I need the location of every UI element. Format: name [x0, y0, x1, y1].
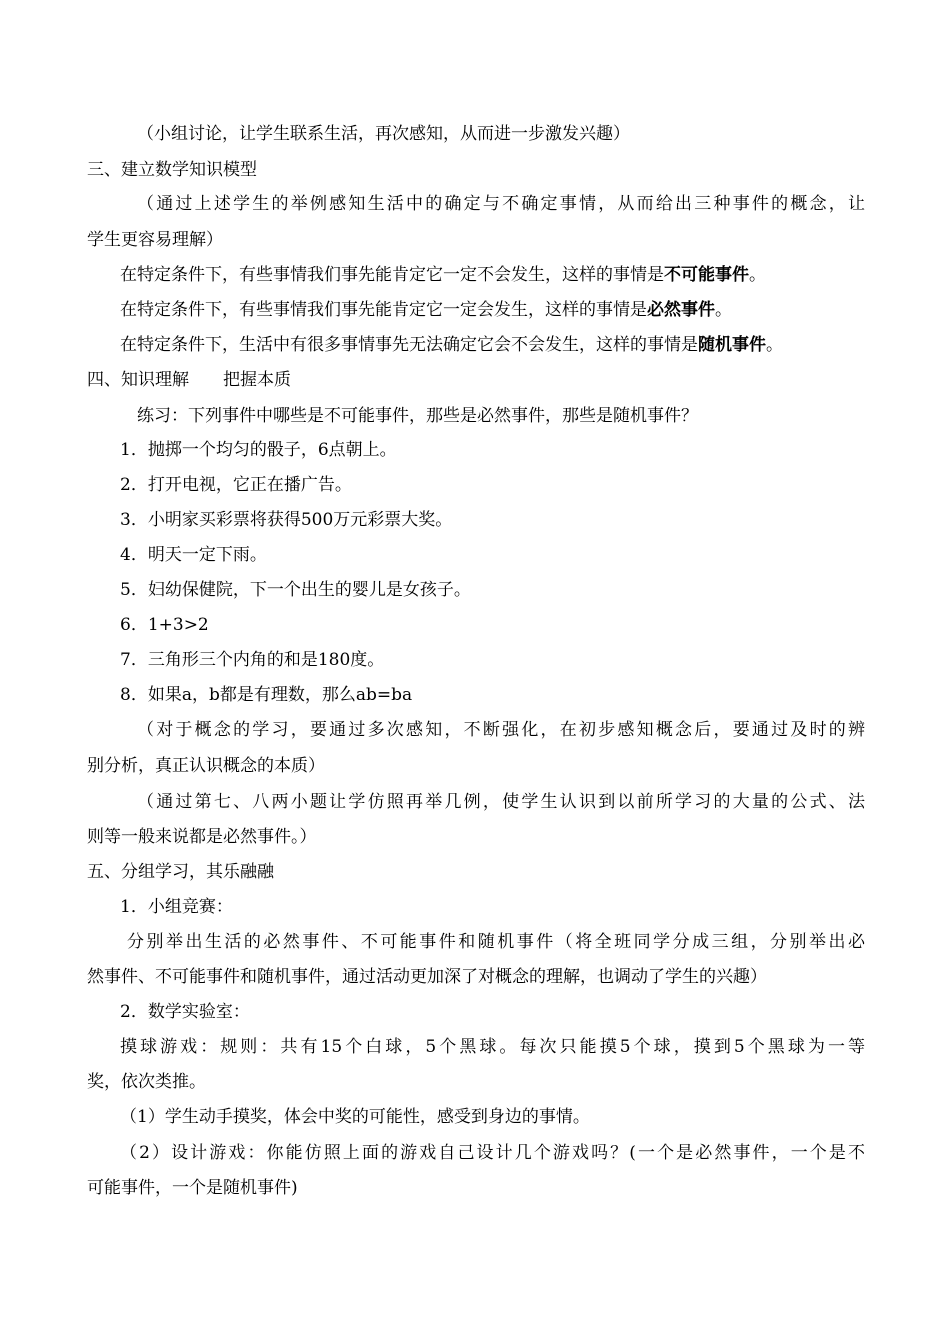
exercise-item: 3．小明家买彩票将获得500万元彩票大奖。 [120, 510, 453, 530]
paragraph-ball-game-line2: 奖，依次类推。 [87, 1072, 206, 1092]
paragraph-intro-line1: （通过上述学生的举例感知生活中的确定与不确定事情，从而给出三种事件的概念，让 [137, 194, 865, 214]
paragraph-ball-game-line1: 摸球游戏：规则：共有15个白球，5个黑球。每次只能摸5个球，摸到5个黑球为一等 [120, 1037, 865, 1057]
definition-text: 在特定条件下，有些事情我们事先能肯定它一定会发生，这样的事情是 [120, 300, 647, 320]
exercise-item: 7．三角形三个内角的和是180度。 [120, 650, 385, 670]
exercise-item: 4．明天一定下雨。 [120, 545, 267, 565]
definition-end: 。 [749, 265, 766, 285]
paragraph-contest-line1: 分别举出生活的必然事件、不可能事件和随机事件（将全班同学分成三组，分别举出必 [127, 932, 865, 952]
exercise-item: 8．如果a，b都是有理数，那么ab=ba [120, 685, 413, 705]
exercise-item: 6．1+3>2 [120, 615, 209, 635]
paragraph-formula-line1: （通过第七、八两小题让学仿照再举几例，使学生认识到以前所学习的大量的公式、法 [137, 792, 865, 812]
subsection-math-lab: 2．数学实验室： [120, 1002, 250, 1022]
definition-random [120, 334, 900, 356]
paragraph-concept-line2: 别分析，真正认识概念的本质） [87, 756, 325, 776]
definition-text: 在特定条件下，有些事情我们事先能肯定它一定不会发生，这样的事情是 [120, 265, 664, 285]
term-impossible-event: 不可能事件 [664, 265, 749, 285]
section-heading-4: 四、知识理解 把握本质 [87, 370, 291, 390]
paragraph-intro-line2: 学生更容易理解） [87, 230, 223, 250]
subsection-group-contest: 1．小组竞赛： [120, 897, 233, 917]
exercise-item: 2．打开电视，它正在播广告。 [120, 475, 352, 495]
definition-text: 在特定条件下，生活中有很多事情事先无法确定它会不会发生，这样的事情是 [120, 335, 698, 355]
paragraph-activity-2-line1: （2）设计游戏：你能仿照上面的游戏自己设计几个游戏吗？(一个是必然事件，一个是不 [120, 1143, 865, 1163]
paragraph-contest-line2: 然事件、不可能事件和随机事件，通过活动更加深了对概念的理解，也调动了学生的兴趣） [87, 967, 767, 987]
section-heading-3: 三、建立数学知识模型 [87, 160, 257, 180]
paragraph-concept-line1: （对于概念的学习，要通过多次感知，不断强化，在初步感知概念后，要通过及时的辨 [137, 720, 865, 740]
definition-impossible [120, 264, 900, 286]
term-random-event: 随机事件 [698, 335, 766, 355]
exercise-item: 1．抛掷一个均匀的骰子，6点朝上。 [120, 440, 397, 460]
paragraph-activity-2-line2: 可能事件，一个是随机事件) [87, 1178, 298, 1198]
section-heading-5: 五、分组学习，其乐融融 [87, 862, 274, 882]
paragraph-activity-1: （1）学生动手摸奖，体会中奖的可能性，感受到身边的事情。 [120, 1107, 590, 1127]
definition-certain [120, 299, 900, 321]
term-certain-event: 必然事件 [647, 300, 715, 320]
definition-end: 。 [766, 335, 783, 355]
paragraph-formula-line2: 则等一般来说都是必然事件。） [87, 827, 317, 847]
paragraph-group-discussion: （小组讨论，让学生联系生活，再次感知，从而进一步激发兴趣） [137, 124, 630, 144]
definition-end: 。 [715, 300, 732, 320]
exercise-item: 5．妇幼保健院，下一个出生的婴儿是女孩子。 [120, 580, 471, 600]
exercise-intro: 练习：下列事件中哪些是不可能事件，那些是必然事件，那些是随机事件？ [137, 406, 698, 426]
